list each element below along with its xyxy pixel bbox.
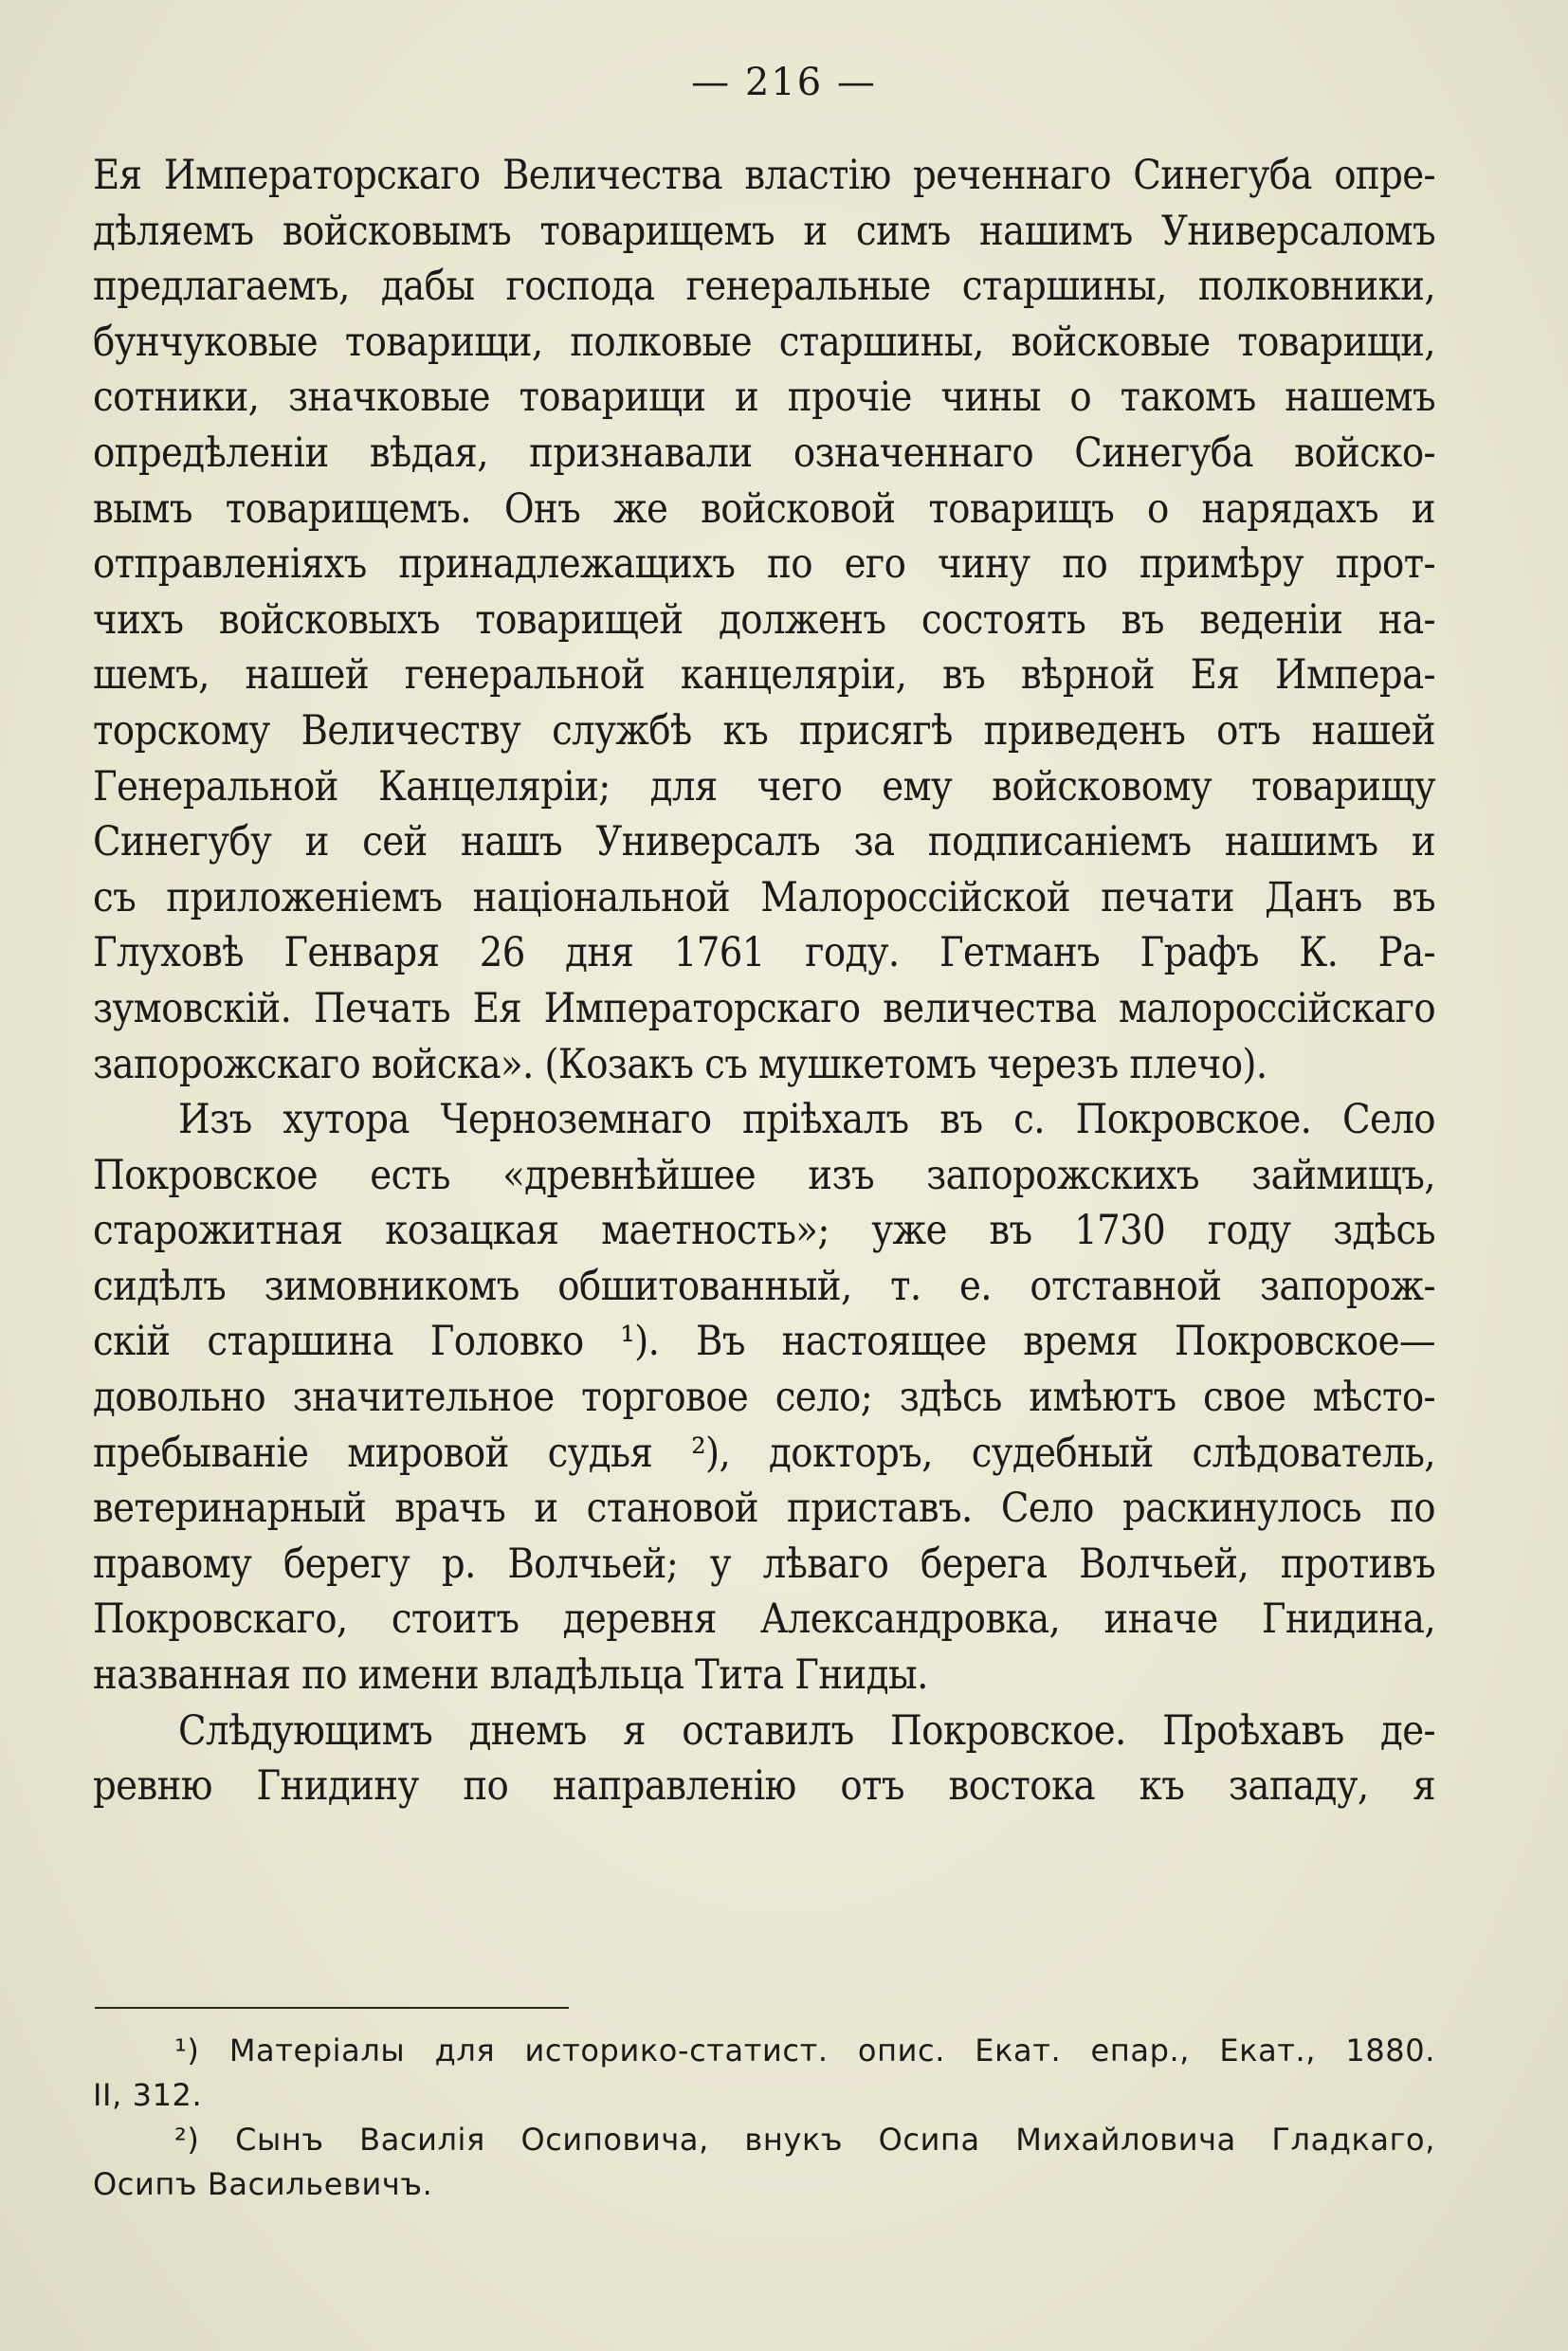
body-line: Ея Императорскаго Величества властію реченнаго Синегуба опре-: [93, 152, 1435, 199]
body-line: торскому Величеству службѣ къ присягѣ приведенъ отъ нашей: [93, 706, 1435, 755]
body-line: опредѣленіи вѣдая, признавали означеннаго Синегуба войско-: [93, 428, 1435, 477]
body-line: запорожскаго войска». (Козакъ съ мушкетомъ черезъ плечо).: [93, 1040, 1267, 1088]
paragraph-start-line: Слѣдующимъ днемъ я оставилъ Покровское. Проѣхавъ де-: [178, 1706, 1435, 1755]
footnote-2: ²) Сынъ Василія Осиповича, внукъ Осипа Михайловича Гладкаго,: [174, 2122, 1435, 2158]
body-line: Глуховѣ Генваря 26 дня 1761 году. Гетманъ Графъ К. Ра-: [93, 929, 1435, 977]
body-line: ветеринарный врачъ и становой приставъ. Село раскинулось по: [93, 1485, 1435, 1533]
footnote-divider: [95, 2007, 569, 2009]
page-number: — 216 —: [691, 61, 877, 104]
body-line: Синегубу и сей нашъ Универсалъ за подписаніемъ нашимъ и: [93, 818, 1435, 866]
body-line: Покровскаго, стоитъ деревня Александровка, иначе Гнидина,: [93, 1595, 1435, 1644]
body-line: пребываніе мировой судья ²), докторъ, судебный слѣдователь,: [93, 1429, 1435, 1477]
body-line: скій старшина Головко ¹). Въ настоящее время Покровское—: [93, 1318, 1435, 1366]
body-line: бунчуковые товарищи, полковые старшины, войсковые товарищи,: [93, 318, 1435, 366]
footnote-2-continuation: Осипъ Васильевичъ.: [93, 2166, 433, 2202]
body-line: Генеральной Канцеляріи; для чего ему войсковому товарищу: [93, 762, 1435, 811]
body-line: ревню Гнидину по направленію отъ востока къ западу, я: [93, 1762, 1435, 1811]
body-line: дѣляемъ войсковымъ товарищемъ и симъ нашимъ Универсаломъ: [93, 207, 1435, 255]
body-line: сидѣлъ зимовникомъ обшитованный, т. е. отставной запорож-: [93, 1262, 1435, 1310]
body-line: шемъ, нашей генеральной канцеляріи, въ вѣрной Ея Импера-: [93, 651, 1435, 700]
body-line: предлагаемъ, дабы господа генеральные старшины, полковники,: [93, 263, 1435, 311]
body-line: старожитная козацкая маетность»; уже въ 1730 году здѣсь: [93, 1207, 1435, 1255]
footnote-1: ¹) Матеріалы для историко-статист. опис. Екат. епар., Екат., 1880.: [174, 2032, 1435, 2069]
body-text: [93, 148, 1435, 1814]
body-line: вымъ товарищемъ. Онъ же войсковой товарищъ о нарядахъ и: [93, 484, 1435, 533]
body-line: довольно значительное торговое село; здѣсь имѣютъ свое мѣсто-: [93, 1374, 1435, 1422]
body-line: сотники, значковые товарищи и прочіе чины о такомъ нашемъ: [93, 374, 1435, 422]
body-line: съ приложеніемъ національной Малороссійской печати Данъ въ: [93, 873, 1435, 921]
body-line: зумовскій. Печать Ея Императорскаго величества малороссійскаго: [93, 984, 1435, 1032]
body-line: чихъ войсковыхъ товарищей долженъ состоять въ веденіи на-: [93, 595, 1435, 644]
footnotes: [93, 2029, 1435, 2207]
body-line: правому берегу р. Волчьей; у лѣваго берега Волчьей, противъ: [93, 1540, 1435, 1588]
body-line: названная по имени владѣльца Тита Гниды.: [93, 1651, 928, 1700]
body-line: отправленіяхъ принадлежащихъ по его чину по примѣру прот-: [93, 540, 1435, 589]
body-line: Покровское есть «древнѣйшее изъ запорожскихъ займищъ,: [93, 1151, 1435, 1199]
paragraph-start-line: Изъ хутора Черноземнаго пріѣхалъ въ с. Покровское. Село: [178, 1096, 1435, 1144]
footnote-1-continuation: II, 312.: [93, 2077, 203, 2113]
